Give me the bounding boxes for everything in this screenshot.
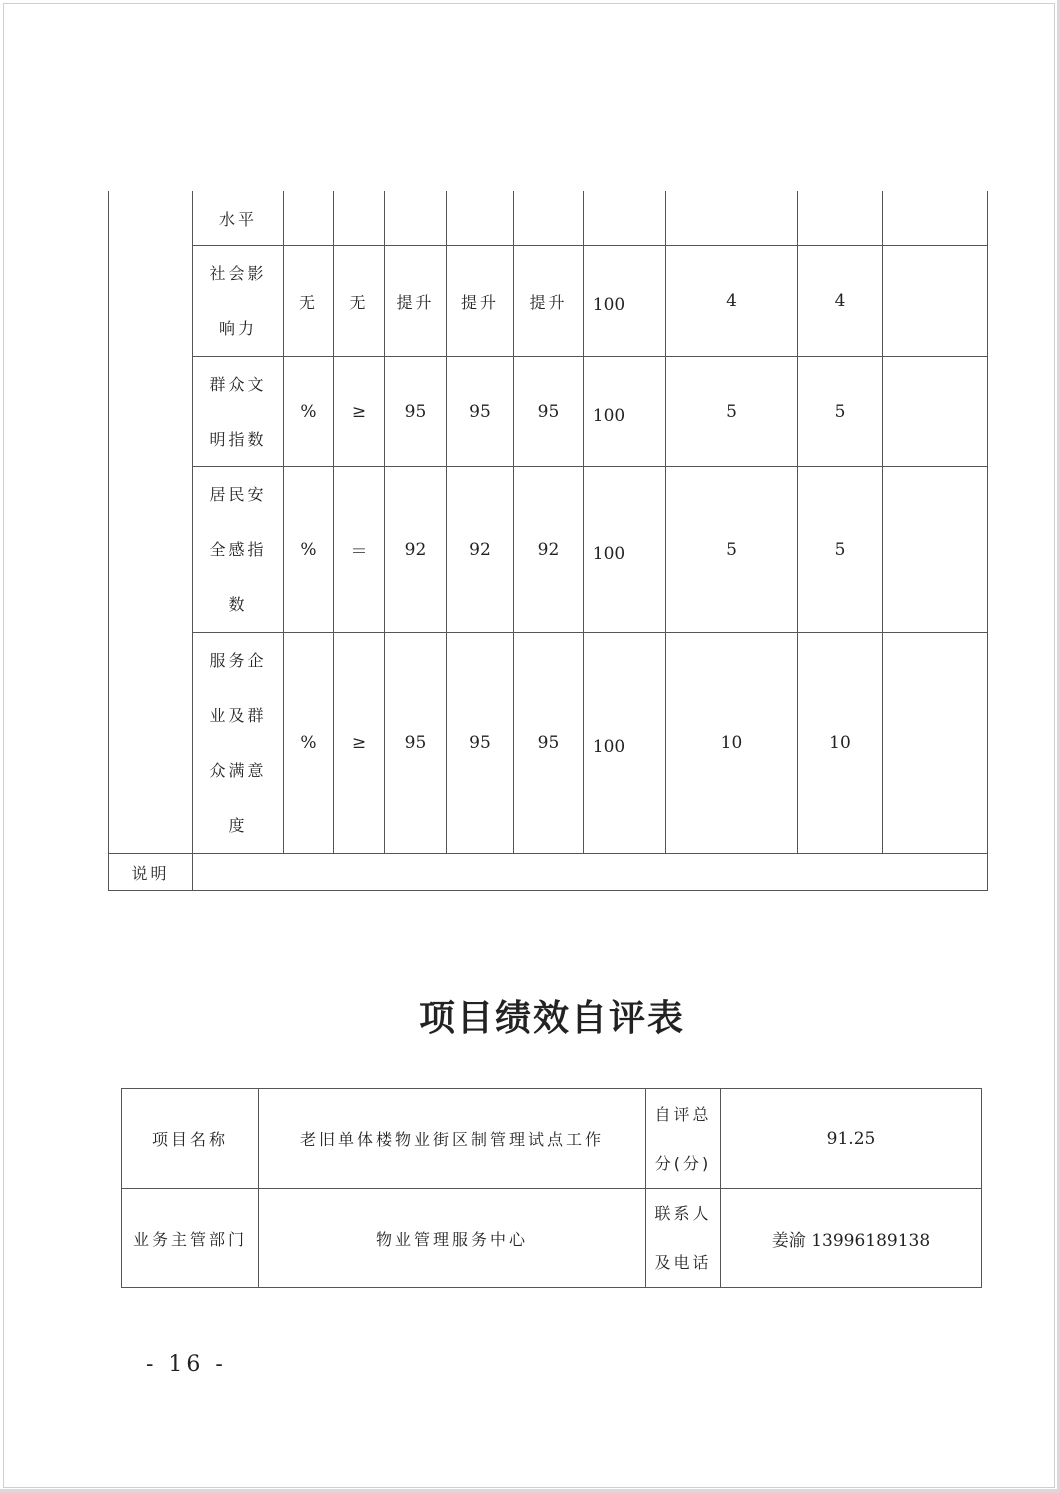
contact-label-line: 联系人 bbox=[654, 1204, 712, 1223]
operator-cell: ≥ bbox=[351, 733, 367, 753]
contact-label bbox=[646, 1189, 720, 1287]
indicator-name bbox=[193, 357, 283, 466]
indicator-name-line: 业及群 bbox=[209, 706, 267, 725]
target-cell: 95 bbox=[404, 733, 427, 753]
indicator-name-line: 明指数 bbox=[209, 429, 267, 449]
value-cell: 95 bbox=[537, 733, 560, 753]
indicator-name bbox=[193, 633, 283, 853]
score-cell: 10 bbox=[829, 733, 851, 753]
indicator-name-line: 响力 bbox=[218, 319, 257, 338]
indicator-name-line: 众满意 bbox=[209, 761, 267, 780]
operator-cell: ＝ bbox=[350, 542, 368, 562]
target-cell: 提升 bbox=[396, 292, 435, 312]
project-name-label: 项目名称 bbox=[151, 1130, 228, 1149]
total-score-value: 91.25 bbox=[826, 1128, 876, 1149]
note-label: 说明 bbox=[131, 863, 170, 883]
weight-cell: 5 bbox=[726, 401, 737, 422]
unit-cell: % bbox=[300, 401, 317, 422]
operator-cell: ≥ bbox=[351, 401, 367, 422]
target-cell: 95 bbox=[404, 401, 427, 422]
score-cell: 5 bbox=[834, 539, 846, 560]
actual-cell: 95 bbox=[469, 401, 491, 422]
weight-cell: 5 bbox=[726, 539, 737, 560]
remark-cell bbox=[883, 467, 987, 632]
value-cell: 92 bbox=[537, 539, 560, 560]
contact-label-line: 及电话 bbox=[654, 1253, 712, 1272]
value-cell: 提升 bbox=[529, 292, 568, 312]
page-shadow-bottom bbox=[0, 1489, 1060, 1493]
indicator-name bbox=[193, 191, 283, 245]
unit-cell: % bbox=[300, 539, 317, 560]
page-title: 项目绩效自评表 bbox=[418, 998, 685, 1039]
score-cell: 5 bbox=[834, 401, 846, 422]
total-score-label bbox=[646, 1089, 720, 1188]
indicator-name bbox=[193, 246, 283, 356]
remark-cell bbox=[883, 633, 987, 853]
value-cell: 95 bbox=[537, 401, 560, 422]
department-label: 业务主管部门 bbox=[132, 1229, 247, 1249]
indicator-name-line: 全感指 bbox=[209, 540, 267, 559]
indicator-name-line: 度 bbox=[228, 816, 248, 835]
operator-cell: 无 bbox=[349, 292, 369, 312]
actual-cell: 92 bbox=[469, 539, 491, 560]
weight-cell: 4 bbox=[726, 291, 737, 311]
weight-cell: 10 bbox=[720, 733, 743, 753]
actual-cell: 提升 bbox=[460, 292, 499, 312]
remark-cell bbox=[883, 246, 987, 356]
note-value bbox=[193, 854, 987, 890]
rate-cell: 100 bbox=[592, 737, 626, 757]
unit-cell: % bbox=[300, 733, 317, 753]
indicator-name-line: 群众文 bbox=[209, 374, 267, 394]
rate-cell: 100 bbox=[592, 543, 626, 564]
rate-cell: 100 bbox=[592, 405, 626, 426]
total-score-label-line: 自评总 bbox=[654, 1104, 712, 1124]
indicator-name-line: 居民安 bbox=[209, 485, 267, 504]
indicator-name bbox=[193, 467, 283, 632]
indicator-name-line: 数 bbox=[228, 595, 248, 614]
indicator-name-line: 水平 bbox=[218, 209, 257, 229]
indicator-name-line: 社会影 bbox=[209, 264, 267, 283]
target-cell: 92 bbox=[404, 539, 427, 560]
department-value: 物业管理服务中心 bbox=[375, 1229, 528, 1249]
total-score-label-line: 分(分) bbox=[654, 1153, 712, 1173]
indicator-name-line: 服务企 bbox=[209, 651, 267, 670]
remark-cell bbox=[883, 357, 987, 466]
score-cell: 4 bbox=[834, 291, 846, 311]
unit-cell: 无 bbox=[298, 292, 318, 312]
contact-value: 姜渝 13996189138 bbox=[771, 1230, 931, 1251]
rate-cell: 100 bbox=[592, 295, 626, 315]
page-number: - 16 - bbox=[146, 1352, 227, 1377]
project-name-value: 老旧单体楼物业街区制管理试点工作 bbox=[299, 1130, 604, 1149]
actual-cell: 95 bbox=[469, 733, 491, 753]
